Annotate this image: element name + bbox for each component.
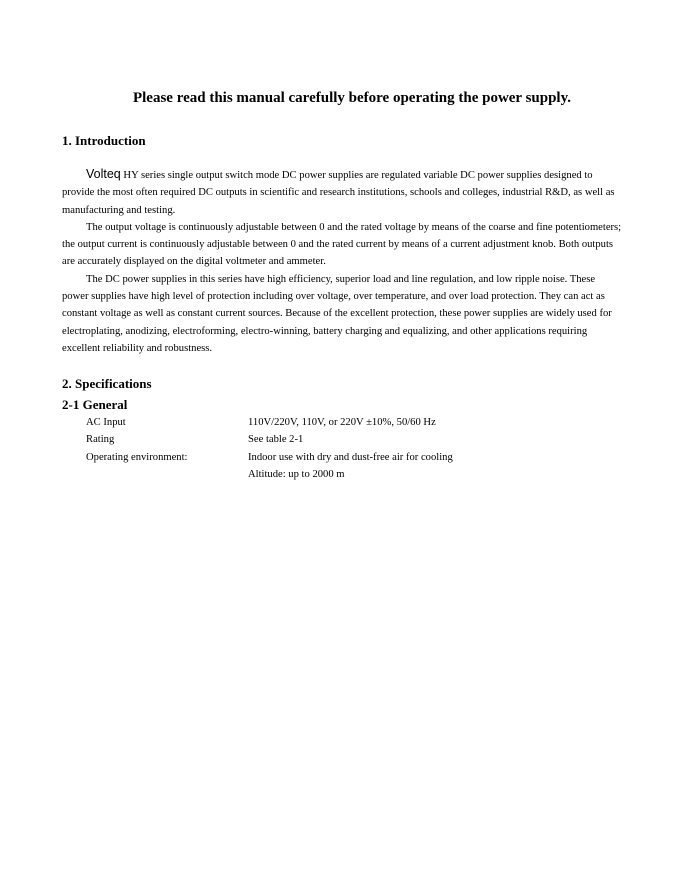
brand-name: Volteq xyxy=(86,167,121,181)
introduction-heading: 1. Introduction xyxy=(62,133,146,148)
introduction-paragraph-1 xyxy=(62,166,622,219)
spec-label: Rating xyxy=(86,434,115,446)
spec-label xyxy=(86,466,248,483)
introduction-paragraph-1-text: HY series single output switch mode DC power supplies are regulated variable DC power supplies designed to provide the most often required DC outputs in scientific and research institutions, schools and colleges, industrial R&D, as well as manufacturing and testing. xyxy=(62,170,615,216)
spec-value: See table 2-1 xyxy=(248,434,304,446)
spec-value: Indoor use with dry and dust-free air for cooling xyxy=(248,451,453,463)
introduction-paragraph-2: The output voltage is continuously adjustable between 0 and the rated voltage by means of the coarse and fine potentiometers; the output current is continuously adjustable between 0 and the rated current by means of a current adjustment knob. Both outputs are accurately displayed on the digital voltmeter and ammeter. xyxy=(62,221,622,268)
spec-row-rating xyxy=(86,431,453,448)
spec-value: 110V/220V, 110V, or 220V ±10%, 50/60 Hz xyxy=(248,417,436,428)
read-manual-notice: Please read this manual carefully before operating the power supply. xyxy=(132,90,572,106)
spec-row-operating-environment xyxy=(86,449,453,466)
spec-row-altitude xyxy=(86,466,453,483)
introduction-paragraph-3: The DC power supplies in this series have high efficiency, superior load and line regulation, and low ripple noise. These power supplies have high level of protection including over voltage, over temperature, and over load protection. They can act as constant voltage as well as constant current sources. Because of the excellent protection, these power supplies are widely used for electroplating, anodizing, electroforming, electro-winning, battery charging and equalizing, and other applications requiring excellent reliability and robustness. xyxy=(62,273,612,354)
spec-value: Altitude: up to 2000 m xyxy=(248,469,345,481)
spec-label: AC Input xyxy=(86,417,126,428)
spec-label: Operating environment: xyxy=(86,451,188,463)
specifications-heading: 2. Specifications xyxy=(62,376,152,391)
general-subheading: 2-1 General xyxy=(62,397,128,412)
introduction-body xyxy=(62,166,622,357)
general-spec-table xyxy=(86,414,453,484)
spec-row-ac-input xyxy=(86,414,453,431)
